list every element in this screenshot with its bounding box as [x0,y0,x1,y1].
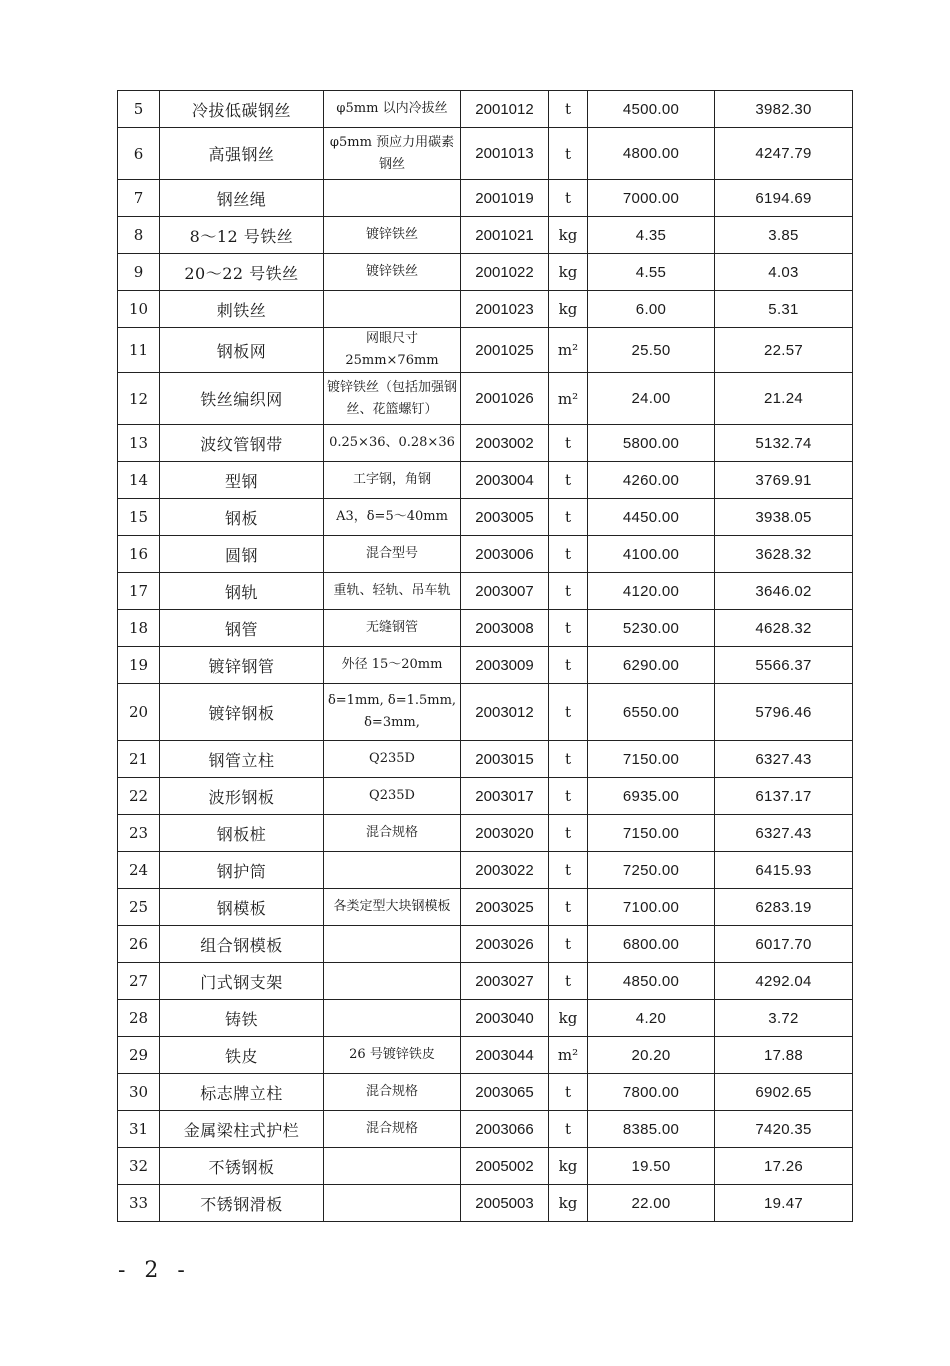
row-number: 27 [118,963,160,1000]
price-excl-tax: 4292.04 [715,963,853,1000]
material-name: 标志牌立柱 [160,1074,324,1111]
material-name: 组合钢模板 [160,926,324,963]
row-number: 23 [118,815,160,852]
price-incl-tax: 4120.00 [588,573,715,610]
price-excl-tax: 5.31 [715,291,853,328]
table-row [118,1148,853,1185]
material-name: 镀锌钢板 [160,684,324,741]
price-incl-tax: 5800.00 [588,425,715,462]
material-spec: 重轨、轻轨、吊车轨 [324,573,461,610]
price-incl-tax: 6.00 [588,291,715,328]
material-spec [324,963,461,1000]
price-incl-tax: 8385.00 [588,1111,715,1148]
price-excl-tax: 4.03 [715,254,853,291]
row-number: 17 [118,573,160,610]
material-spec [324,852,461,889]
material-spec: 无缝钢管 [324,610,461,647]
material-name: 钢板 [160,499,324,536]
unit: t [549,1074,588,1111]
material-code: 2001012 [461,91,549,128]
table-row [118,573,853,610]
unit: kg [549,1148,588,1185]
material-name: 高强钢丝 [160,128,324,180]
row-number: 19 [118,647,160,684]
row-number: 25 [118,889,160,926]
material-name: 门式钢支架 [160,963,324,1000]
row-number: 22 [118,778,160,815]
material-code: 2003044 [461,1037,549,1074]
material-code: 2003040 [461,1000,549,1037]
table-row [118,373,853,425]
unit: t [549,91,588,128]
price-excl-tax: 6194.69 [715,180,853,217]
price-excl-tax: 3938.05 [715,499,853,536]
table-row [118,328,853,373]
material-code: 2003002 [461,425,549,462]
material-code: 2003006 [461,536,549,573]
table-row [118,926,853,963]
material-spec: Q235D [324,778,461,815]
price-incl-tax: 7150.00 [588,741,715,778]
row-number: 11 [118,328,160,373]
table-row [118,425,853,462]
material-code: 2003004 [461,462,549,499]
table-row [118,647,853,684]
price-excl-tax: 17.88 [715,1037,853,1074]
material-spec: 混合型号 [324,536,461,573]
price-incl-tax: 4800.00 [588,128,715,180]
price-incl-tax: 7100.00 [588,889,715,926]
price-excl-tax: 6283.19 [715,889,853,926]
price-incl-tax: 19.50 [588,1148,715,1185]
material-name: 钢护筒 [160,852,324,889]
unit: t [549,573,588,610]
row-number: 31 [118,1111,160,1148]
material-name: 圆钢 [160,536,324,573]
material-code: 2001022 [461,254,549,291]
material-code: 2003005 [461,499,549,536]
table-row [118,291,853,328]
unit: t [549,778,588,815]
material-name: 钢模板 [160,889,324,926]
price-incl-tax: 22.00 [588,1185,715,1222]
material-name: 不锈钢滑板 [160,1185,324,1222]
price-incl-tax: 6935.00 [588,778,715,815]
table-row [118,852,853,889]
unit: t [549,462,588,499]
material-spec [324,926,461,963]
material-code: 2003027 [461,963,549,1000]
table-row [118,462,853,499]
price-excl-tax: 4628.32 [715,610,853,647]
unit: kg [549,291,588,328]
price-incl-tax: 7000.00 [588,180,715,217]
material-spec: 镀锌铁丝（包括加强钢丝、花篮螺钉） [324,373,461,425]
price-excl-tax: 6327.43 [715,741,853,778]
price-incl-tax: 6550.00 [588,684,715,741]
material-code: 2003009 [461,647,549,684]
material-code: 2001013 [461,128,549,180]
unit: t [549,889,588,926]
row-number: 9 [118,254,160,291]
unit: t [549,499,588,536]
material-spec [324,180,461,217]
row-number: 8 [118,217,160,254]
material-code: 2001023 [461,291,549,328]
table-row [118,741,853,778]
price-incl-tax: 5230.00 [588,610,715,647]
material-spec: A3，δ=5～40mm [324,499,461,536]
unit: t [549,610,588,647]
price-excl-tax: 3.72 [715,1000,853,1037]
row-number: 16 [118,536,160,573]
row-number: 6 [118,128,160,180]
unit: t [549,536,588,573]
page-number: - 2 - [118,1258,191,1283]
material-name: 钢板网 [160,328,324,373]
material-spec: 网眼尺寸 25mm×76mm [324,328,461,373]
material-code: 2003022 [461,852,549,889]
price-incl-tax: 4450.00 [588,499,715,536]
material-spec: 外径 15～20mm [324,647,461,684]
price-incl-tax: 24.00 [588,373,715,425]
material-spec: φ5mm 预应力用碳素钢丝 [324,128,461,180]
material-name: 冷拔低碳钢丝 [160,91,324,128]
material-code: 2005003 [461,1185,549,1222]
table-row [118,536,853,573]
table-row [118,1111,853,1148]
unit: kg [549,217,588,254]
price-incl-tax: 6800.00 [588,926,715,963]
unit: t [549,1111,588,1148]
material-spec: 混合规格 [324,815,461,852]
price-excl-tax: 5132.74 [715,425,853,462]
row-number: 14 [118,462,160,499]
price-excl-tax: 6017.70 [715,926,853,963]
table-row [118,254,853,291]
row-number: 21 [118,741,160,778]
material-code: 2003020 [461,815,549,852]
price-excl-tax: 3769.91 [715,462,853,499]
table-row [118,180,853,217]
price-excl-tax: 5796.46 [715,684,853,741]
table-row [118,1000,853,1037]
table-row [118,684,853,741]
table-row [118,1185,853,1222]
material-name: 钢丝绳 [160,180,324,217]
unit: t [549,684,588,741]
row-number: 20 [118,684,160,741]
price-excl-tax: 17.26 [715,1148,853,1185]
table-row [118,1074,853,1111]
row-number: 7 [118,180,160,217]
material-code: 2003017 [461,778,549,815]
table-row [118,815,853,852]
material-spec [324,291,461,328]
unit: t [549,815,588,852]
row-number: 29 [118,1037,160,1074]
price-excl-tax: 6137.17 [715,778,853,815]
material-name: 8～12 号铁丝 [160,217,324,254]
table-row [118,889,853,926]
unit: t [549,926,588,963]
unit: t [549,180,588,217]
material-spec: 镀锌铁丝 [324,217,461,254]
price-incl-tax: 4850.00 [588,963,715,1000]
material-code: 2003065 [461,1074,549,1111]
unit: kg [549,1000,588,1037]
table-row [118,499,853,536]
price-excl-tax: 3982.30 [715,91,853,128]
price-excl-tax: 21.24 [715,373,853,425]
table-row [118,778,853,815]
unit: t [549,425,588,462]
material-name: 钢板桩 [160,815,324,852]
material-spec: 混合规格 [324,1111,461,1148]
price-excl-tax: 5566.37 [715,647,853,684]
material-spec [324,1185,461,1222]
material-name: 不锈钢板 [160,1148,324,1185]
price-excl-tax: 19.47 [715,1185,853,1222]
row-number: 33 [118,1185,160,1222]
row-number: 26 [118,926,160,963]
material-spec: φ5mm 以内冷拔丝 [324,91,461,128]
price-excl-tax: 6902.65 [715,1074,853,1111]
price-incl-tax: 4.55 [588,254,715,291]
table-row [118,963,853,1000]
material-code: 2001019 [461,180,549,217]
material-price-table [117,90,853,1222]
material-name: 波纹管钢带 [160,425,324,462]
material-name: 波形钢板 [160,778,324,815]
row-number: 32 [118,1148,160,1185]
material-spec: Q235D [324,741,461,778]
price-excl-tax: 22.57 [715,328,853,373]
unit: t [549,741,588,778]
material-name: 金属梁柱式护栏 [160,1111,324,1148]
material-spec: 各类定型大块钢模板 [324,889,461,926]
material-code: 2003025 [461,889,549,926]
price-incl-tax: 7150.00 [588,815,715,852]
table-row [118,610,853,647]
unit: kg [549,1185,588,1222]
material-spec: 26 号镀锌铁皮 [324,1037,461,1074]
material-name: 铁丝编织网 [160,373,324,425]
unit: m² [549,1037,588,1074]
row-number: 30 [118,1074,160,1111]
price-excl-tax: 3646.02 [715,573,853,610]
row-number: 5 [118,91,160,128]
material-spec: 混合规格 [324,1074,461,1111]
material-spec [324,1148,461,1185]
material-name: 20～22 号铁丝 [160,254,324,291]
price-excl-tax: 3.85 [715,217,853,254]
table-row [118,217,853,254]
material-spec [324,1000,461,1037]
price-incl-tax: 6290.00 [588,647,715,684]
material-code: 2003066 [461,1111,549,1148]
material-name: 镀锌钢管 [160,647,324,684]
material-name: 刺铁丝 [160,291,324,328]
unit: t [549,852,588,889]
material-name: 钢管立柱 [160,741,324,778]
material-code: 2001021 [461,217,549,254]
material-code: 2005002 [461,1148,549,1185]
price-excl-tax: 7420.35 [715,1111,853,1148]
material-name: 钢管 [160,610,324,647]
price-excl-tax: 4247.79 [715,128,853,180]
unit: t [549,647,588,684]
material-code: 2003015 [461,741,549,778]
row-number: 28 [118,1000,160,1037]
price-incl-tax: 4.20 [588,1000,715,1037]
material-code: 2003026 [461,926,549,963]
table-row [118,91,853,128]
material-name: 钢轨 [160,573,324,610]
price-incl-tax: 25.50 [588,328,715,373]
price-incl-tax: 4100.00 [588,536,715,573]
table-row [118,1037,853,1074]
material-name: 型钢 [160,462,324,499]
price-incl-tax: 4.35 [588,217,715,254]
row-number: 13 [118,425,160,462]
material-code: 2001025 [461,328,549,373]
material-spec: 镀锌铁丝 [324,254,461,291]
price-incl-tax: 4260.00 [588,462,715,499]
unit: kg [549,254,588,291]
material-code: 2003007 [461,573,549,610]
row-number: 10 [118,291,160,328]
unit: m² [549,328,588,373]
unit: m² [549,373,588,425]
price-excl-tax: 3628.32 [715,536,853,573]
material-spec: 0.25×36、0.28×36 [324,425,461,462]
row-number: 24 [118,852,160,889]
price-incl-tax: 7250.00 [588,852,715,889]
table-body [118,91,853,1222]
table-row [118,128,853,180]
material-name: 铁皮 [160,1037,324,1074]
material-code: 2003012 [461,684,549,741]
material-spec: 工字钢，角钢 [324,462,461,499]
material-name: 铸铁 [160,1000,324,1037]
row-number: 12 [118,373,160,425]
unit: t [549,128,588,180]
price-incl-tax: 4500.00 [588,91,715,128]
unit: t [549,963,588,1000]
price-excl-tax: 6415.93 [715,852,853,889]
price-excl-tax: 6327.43 [715,815,853,852]
row-number: 15 [118,499,160,536]
row-number: 18 [118,610,160,647]
material-spec: δ=1mm, δ=1.5mm, δ=3mm, [324,684,461,741]
material-code: 2003008 [461,610,549,647]
price-incl-tax: 20.20 [588,1037,715,1074]
price-incl-tax: 7800.00 [588,1074,715,1111]
material-code: 2001026 [461,373,549,425]
